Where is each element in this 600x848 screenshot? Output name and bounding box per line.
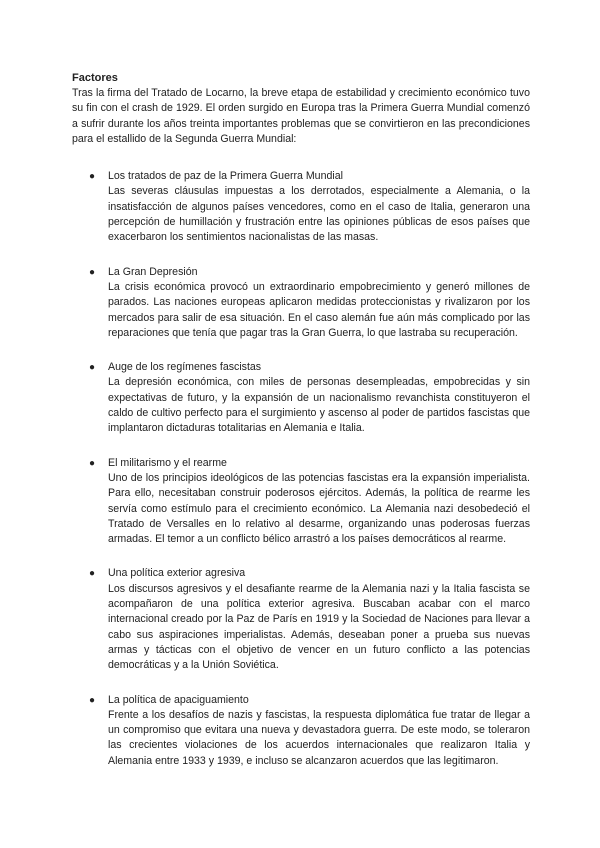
- bullet-icon: ●: [89, 457, 96, 469]
- list-item: [72, 360, 530, 436]
- list-item: [72, 693, 530, 769]
- list-item-body: Los discursos agresivos y el desafiante rearme de la Alemania nazi y la Italia fascista se acompañaron de una política exterior agresiva. Buscaban acabar con el marco internacional creado por la Paz de París en 1919 y la Sociedad de Naciones para llevar a cabo sus aspiraciones imperialistas. Además, deseaban poner a prueba sus nuevas armas y tácticas con el objetivo de vencer en un futuro conflicto a las potencias democráticas y a la Unión Soviética.: [108, 582, 530, 672]
- intro-paragraph: Tras la firma del Tratado de Locarno, la breve etapa de estabilidad y crecimiento económico tuvo su fin con el crash de 1929. El orden surgido en Europa tras la Primera Guerra Mundial comenzó a sufrir durante los años treinta importantes problemas que se convirtieron en las precondiciones para el estallido de la Segunda Guerra Mundial:: [72, 87, 530, 145]
- list-item-body: La depresión económica, con miles de personas desempleadas, empobrecidas y sin expectativas de futuro, y la expansión de un nacionalismo revanchista constituyeron el caldo de cultivo perfecto para el surgimiento y ascenso al poder de partidos fascistas que implantaron dictaduras totalitarias en Alemania e Italia.: [108, 376, 530, 435]
- list-item-body: Uno de los principios ideológicos de las potencias fascistas era la expansión imperialista. Para ello, necesitaban construir poderosos ejércitos. Además, la política de rearme les servía como estímulo para el crecimiento económico. La Alemania nazi desobedeció el Tratado de Versalles en lo relativo al desarme, organizando unas poderosas fuerzas armadas. El temor a un conflicto bélico arrastró a los países democráticos al rearme.: [108, 471, 530, 546]
- list-item-body: La crisis económica provocó un extraordinario empobrecimiento y generó millones de parados. Las naciones europeas aplicaron medidas proteccionistas y rivalizaron por los mercados para salir de esa situación. En el caso alemán fue aún más complicado por las reparaciones que tenía que pagar tras la Gran Guerra, lo que lastraba su recuperación.: [108, 280, 530, 339]
- list-item-title: La política de apaciguamiento: [108, 693, 249, 706]
- bullet-icon: ●: [89, 171, 96, 183]
- list-item: [72, 265, 530, 341]
- list-item-title: Los tratados de paz de la Primera Guerra Mundial: [108, 170, 343, 183]
- list-item-title: La Gran Depresión: [108, 265, 198, 278]
- list-item-title: Auge de los regímenes fascistas: [108, 361, 262, 374]
- list-item-title: Una política exterior agresiva: [108, 567, 246, 580]
- list-item: [72, 169, 530, 245]
- list-item: [72, 456, 530, 548]
- list-item-body: Las severas cláusulas impuestas a los derrotados, especialmente a Alemania, o la insatisfacción de algunos países vencedores, como en el caso de Italia, generaron una percepción de humillación y frustración entre las opiniones públicas de esos países que exacerbaron los sentimientos nacionalistas de las masas.: [108, 185, 530, 244]
- list-item-title: El militarismo y el rearme: [108, 456, 227, 469]
- factors-list: [72, 169, 530, 769]
- list-item: [72, 566, 530, 673]
- bullet-icon: ●: [89, 694, 96, 706]
- bullet-icon: ●: [89, 362, 96, 374]
- bullet-icon: ●: [89, 266, 96, 278]
- bullet-icon: ●: [89, 568, 96, 580]
- section-heading: Factores: [72, 72, 118, 84]
- list-item-body: Frente a los desafíos de nazis y fascistas, la respuesta diplomática fue tratar de llegar a un compromiso que evitara una nueva y devastadora guerra. De este modo, se toleraron las crecientes violaciones de los acuerdos internacionales que realizaron Italia y Alemania entre 1933 y 1939, e incluso se alcanzaron acuerdos que las legitimaron.: [108, 708, 530, 767]
